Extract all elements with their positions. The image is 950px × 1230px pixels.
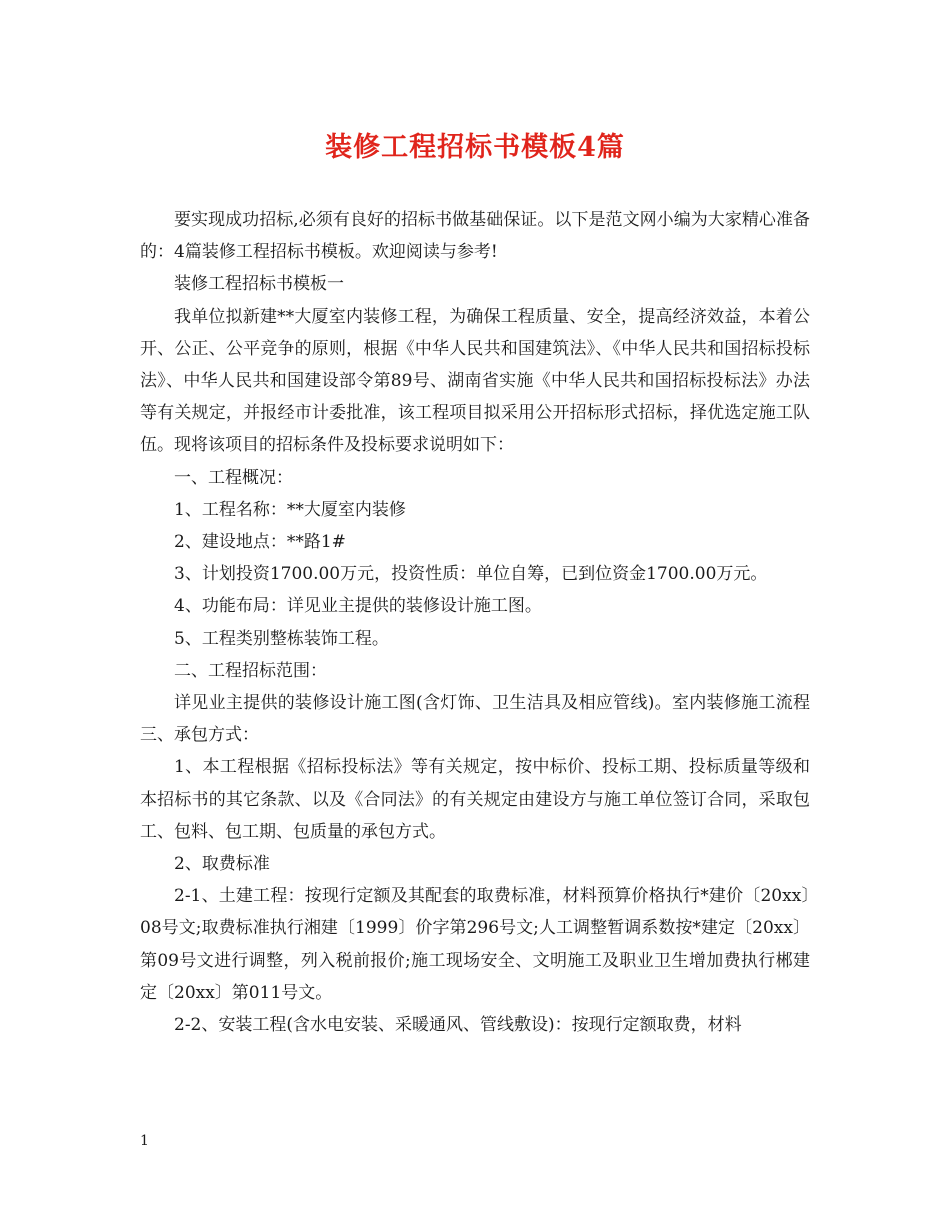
paragraph-project-statement: 我单位拟新建**大厦室内装修工程，为确保工程质量、安全，提高经济效益，本着公开、公正、公平竞争的原则，根据《中华人民共和国建筑法》、《中华人民共和国招标投标法》、中华人民共和国建设部令第89号、湖南省实施《中华人民共和国招标投标法》办法等有关规定，并报经市计委批准，该工程项目拟采用公开招标形式招标，择优选定施工队伍。现将该项目的招标条件及投标要求说明如下： [140, 306, 810, 456]
paragraph-civil-works: 2-1、土建工程：按现行定额及其配套的取费标准，材料预算价格执行*建价〔20xx〕08号文;取费标准执行湘建〔1999〕价字第296号文;人工调整暂调系数按*建定〔20xx〕第09号文进行调整，列入税前报价;施工现场安全、文明施工及职业卫生增加费执行郴建定〔20xx〕第011号文。 [140, 886, 810, 1003]
paragraph-fee-heading: 2、取费标准 [174, 854, 270, 875]
paragraph-section-heading: 装修工程招标书模板一 [174, 274, 344, 295]
paragraph-contract: 1、本工程根据《招标投标法》等有关规定，按中标价、投标工期、投标质量等级和本招标书的其它条款、以及《合同法》的有关规定由建设方与施工单位签订合同，采取包工、包料、包工期、包质量的承包方式。 [140, 757, 810, 842]
paragraph-category: 5、工程类别整栋装饰工程。 [174, 628, 389, 649]
paragraph-scope: 详见业主提供的装修设计施工图(含灯饰、卫生洁具及相应管线)。室内装修施工流程三、承包方式： [140, 693, 810, 746]
paragraph-intro: 要实现成功招标,必须有良好的招标书做基础保证。以下是范文网小编为大家精心准备的：4篇装修工程招标书模板。欢迎阅读与参考! [140, 210, 810, 263]
document-title: 装修工程招标书模板4篇 [325, 132, 625, 163]
paragraph-project-name: 1、工程名称：**大厦室内装修 [174, 499, 406, 520]
document-body [140, 204, 810, 1041]
paragraph-investment: 3、计划投资1700.00万元，投资性质：单位自筹，已到位资金1700.00万元。 [174, 564, 768, 585]
paragraph-location: 2、建设地点：**路1# [174, 532, 346, 553]
paragraph-heading-overview: 一、工程概况： [174, 467, 293, 488]
page-number: 1 [140, 1133, 149, 1149]
paragraph-layout: 4、功能布局：详见业主提供的装修设计施工图。 [174, 596, 542, 617]
paragraph-heading-scope: 二、工程招标范围： [174, 660, 327, 681]
paragraph-installation: 2-2、安装工程(含水电安装、采暖通风、管线敷设)：按现行定额取费，材料 [174, 1015, 742, 1036]
